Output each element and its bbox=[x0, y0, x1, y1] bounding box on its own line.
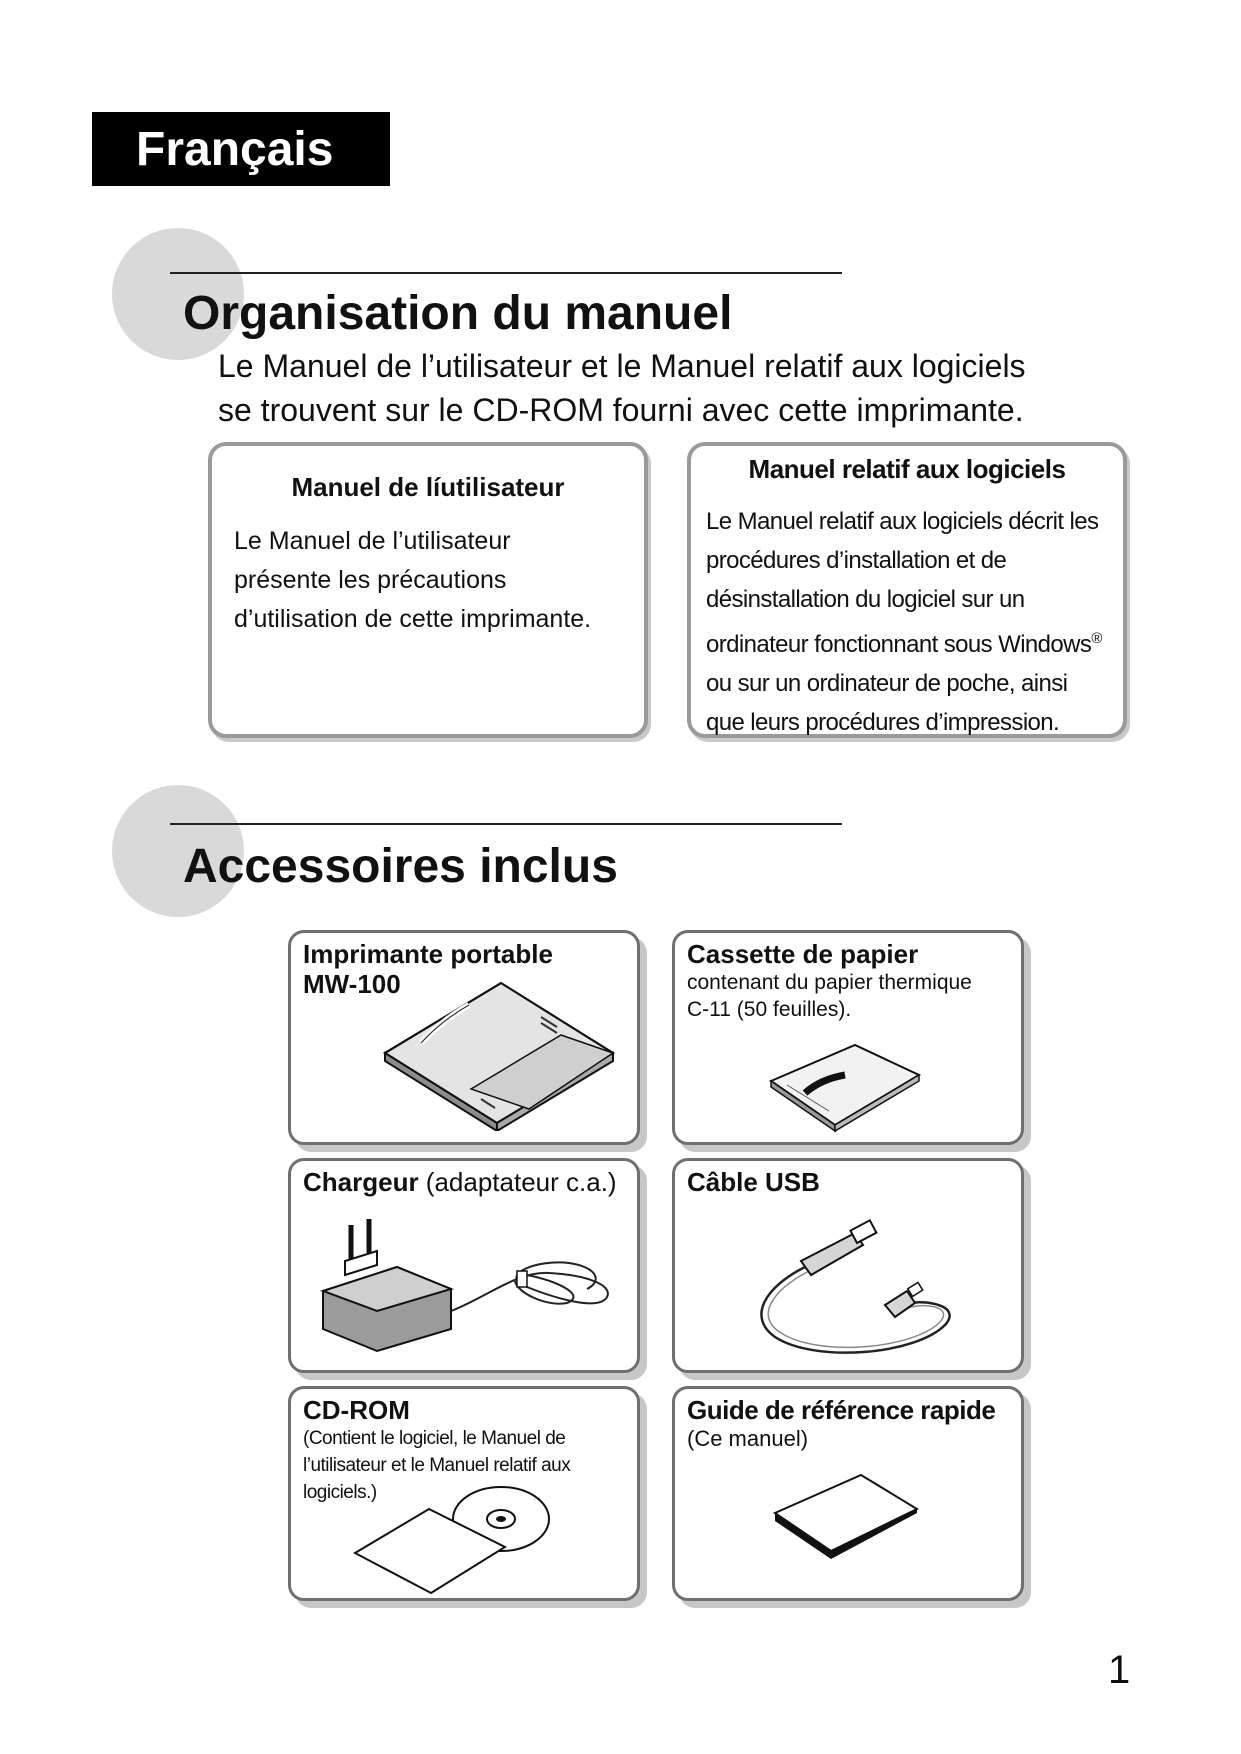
cassette-subtitle bbox=[687, 969, 972, 1023]
user-manual-title: Manuel de líutilisateur bbox=[291, 472, 565, 502]
software-manual-box bbox=[687, 442, 1127, 738]
text-line: que leurs procédures d’impression. bbox=[706, 709, 1060, 736]
software-manual-title: Manuel relatif aux logiciels bbox=[748, 454, 1066, 484]
section-title-organisation: Organisation du manuel bbox=[183, 287, 733, 340]
printer-title-line: Imprimante portable bbox=[303, 939, 553, 969]
text-line: présente les précautions bbox=[234, 566, 507, 594]
text-line: d’utilisation de cette imprimante. bbox=[234, 605, 592, 633]
paper-cassette-illustration bbox=[765, 1041, 925, 1133]
cdrom-sub-line: (Contient le logiciel, le Manuel de bbox=[303, 1428, 566, 1449]
usb-title: Câble USB bbox=[687, 1167, 820, 1197]
text-line: procédures d’installation et de bbox=[706, 547, 1007, 574]
section-title-accessoires: Accessoires inclus bbox=[183, 840, 618, 893]
accessory-charger-box bbox=[288, 1158, 640, 1373]
user-manual-box bbox=[208, 442, 648, 738]
text-line: ou sur un ordinateur de poche, ainsi bbox=[706, 670, 1068, 697]
charger-title-bold: Chargeur bbox=[303, 1167, 419, 1197]
intro-line: se trouvent sur le CD-ROM fourni avec cette imprimante. bbox=[218, 392, 1024, 428]
printer-model: MW-100 bbox=[303, 969, 401, 999]
guide-subtitle: (Ce manuel) bbox=[687, 1426, 809, 1451]
section-rule bbox=[170, 823, 842, 825]
cassette-sub-line: C-11 (50 feuilles). bbox=[687, 998, 852, 1021]
section-rule bbox=[170, 272, 842, 274]
guide-title: Guide de référence rapide bbox=[687, 1395, 996, 1425]
usb-cable-illustration bbox=[745, 1207, 965, 1359]
accessory-printer-box bbox=[288, 930, 640, 1145]
intro-line: Le Manuel de l’utilisateur et le Manuel relatif aux logiciels bbox=[218, 348, 1026, 384]
trademark-symbol: ® bbox=[1091, 630, 1102, 647]
intro-paragraph bbox=[218, 344, 1138, 432]
text-line bbox=[706, 619, 1102, 664]
accessory-cassette-box bbox=[672, 930, 1024, 1145]
cdrom-title: CD-ROM bbox=[303, 1395, 410, 1425]
cassette-sub-line: contenant du papier thermique bbox=[687, 971, 972, 994]
accessory-cdrom-box bbox=[288, 1386, 640, 1601]
windows-line: ordinateur fonctionnant sous Windows bbox=[706, 631, 1092, 658]
software-manual-text bbox=[706, 502, 1102, 742]
page-number: 1 bbox=[1108, 1648, 1131, 1692]
charger-title-rest: (adaptateur c.a.) bbox=[418, 1167, 617, 1197]
printer-illustration bbox=[381, 981, 616, 1131]
cdrom-illustration bbox=[351, 1485, 561, 1595]
charger-illustration bbox=[317, 1211, 617, 1361]
language-tab: Français bbox=[92, 112, 390, 186]
cdrom-sub-line: l’utilisateur et le Manuel relatif aux logiciels.) bbox=[303, 1455, 571, 1503]
text-line: désinstallation du logiciel sur un bbox=[706, 586, 1025, 613]
text-line: Le Manuel relatif aux logiciels décrit les bbox=[706, 508, 1099, 535]
user-manual-text bbox=[234, 522, 591, 639]
charger-title bbox=[303, 1167, 617, 1197]
accessory-guide-box bbox=[672, 1386, 1024, 1601]
text-line: Le Manuel de l’utilisateur bbox=[234, 527, 511, 555]
accessory-usb-box bbox=[672, 1158, 1024, 1373]
guide-booklet-illustration bbox=[771, 1469, 921, 1569]
cassette-title: Cassette de papier bbox=[687, 939, 919, 969]
